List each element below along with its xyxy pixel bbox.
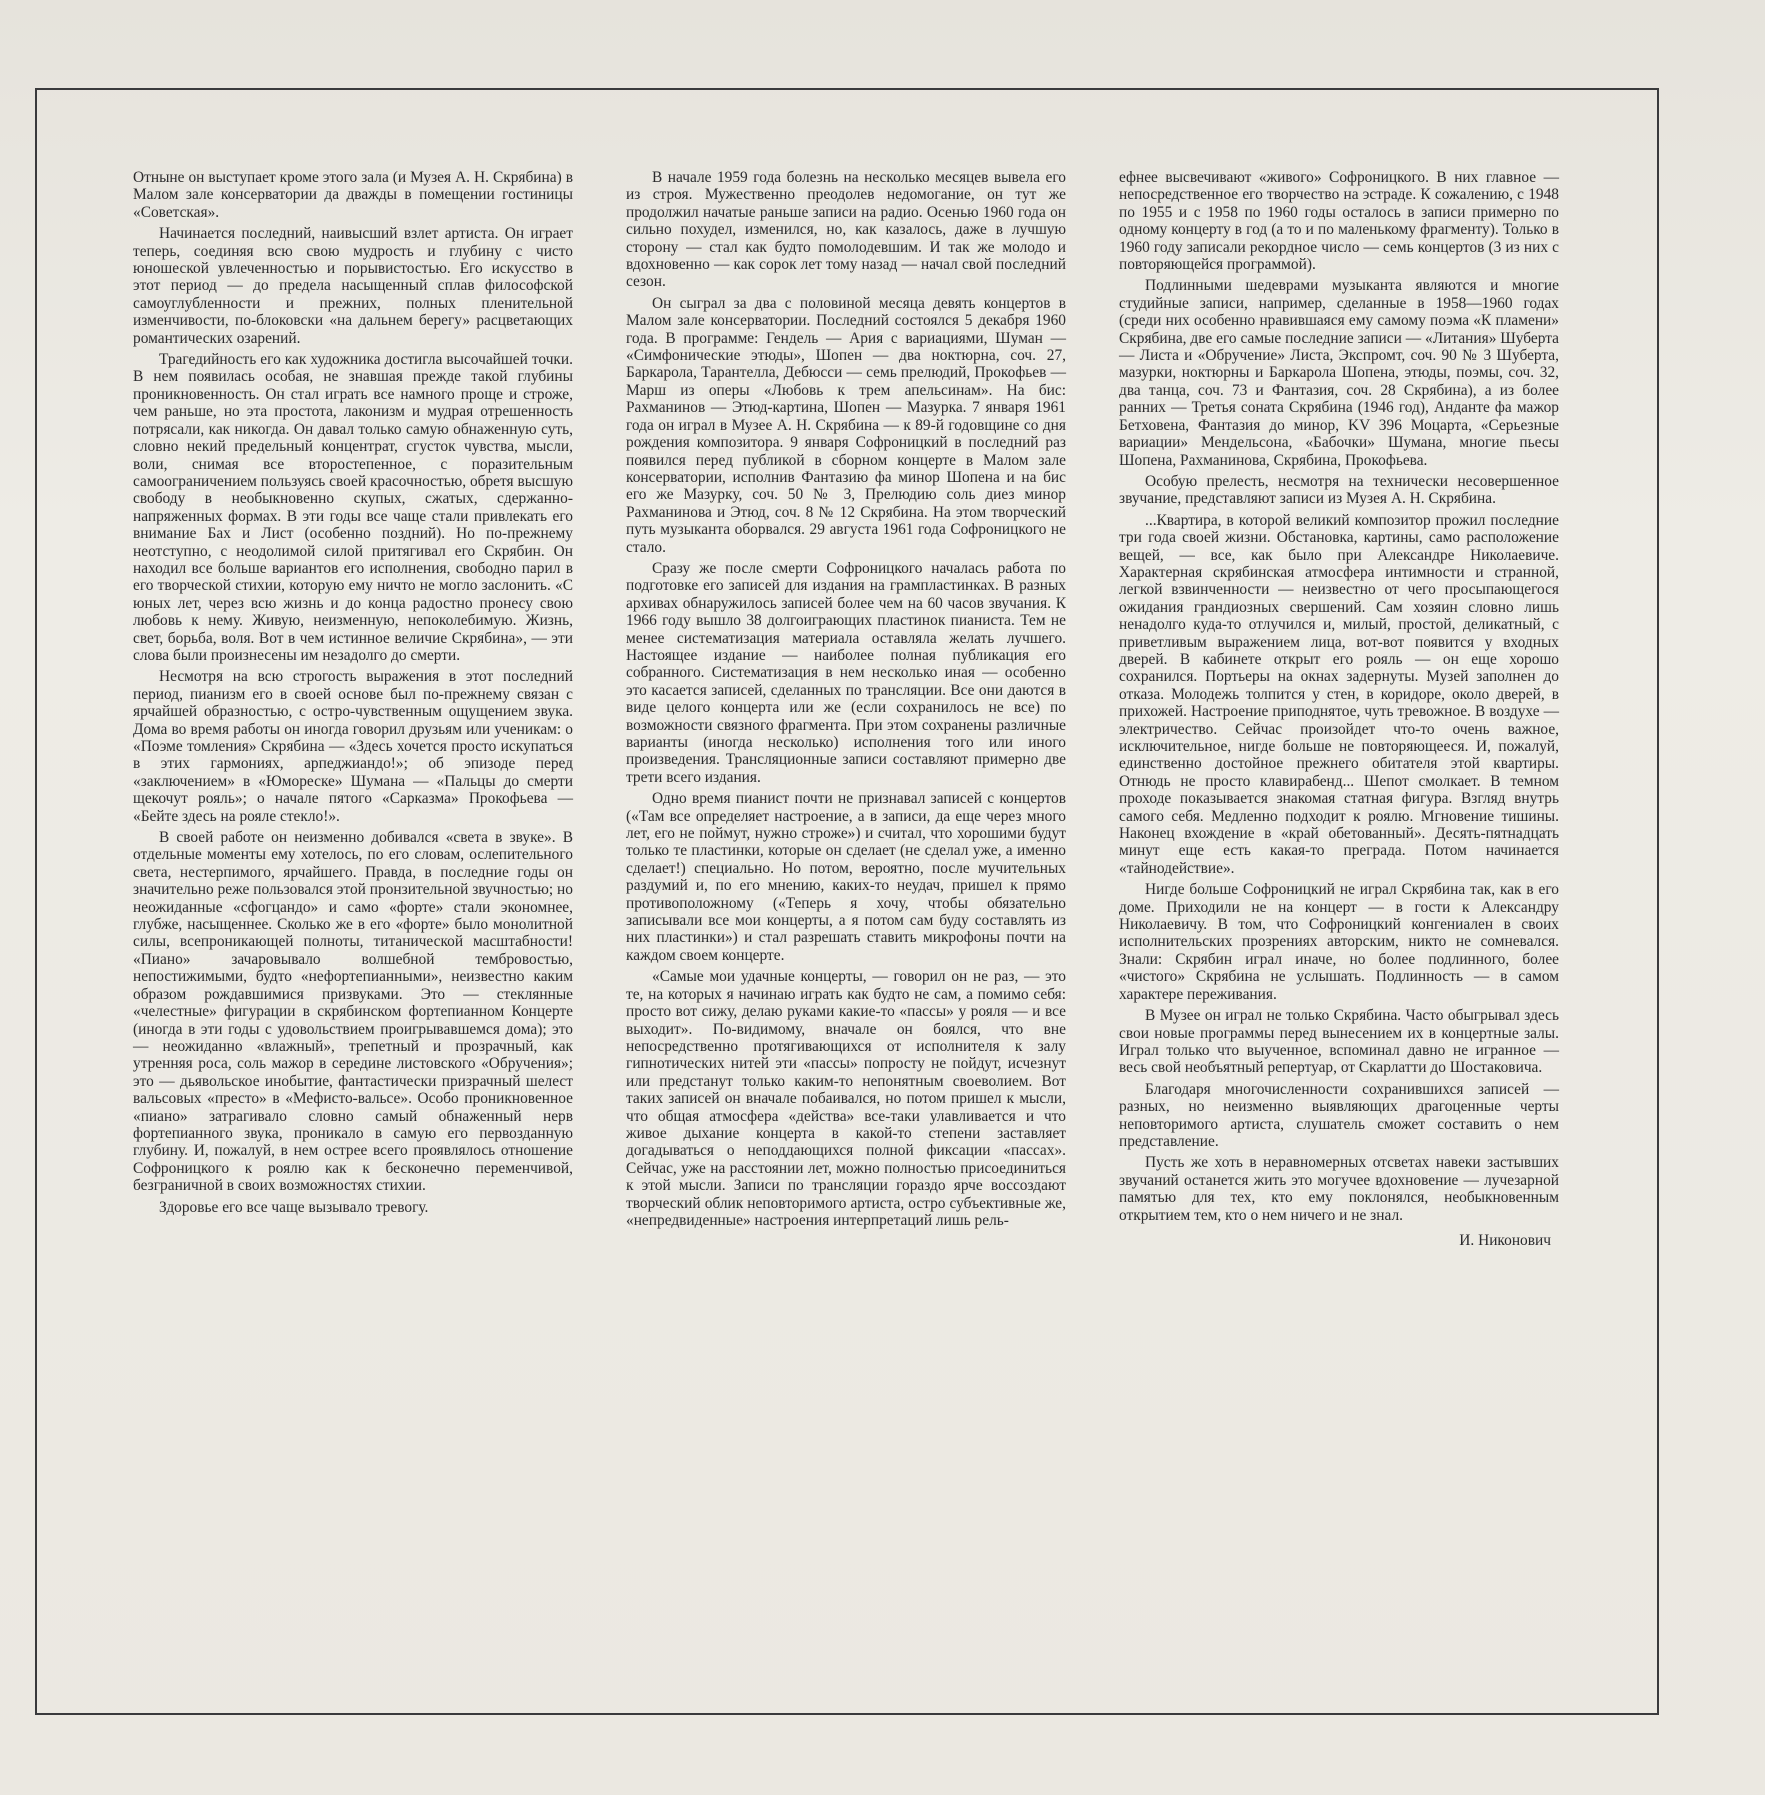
paragraph: Особую прелесть, несмотря на технически несовершенное звучание, представляют записи из Музея А. Н. Скрябина. bbox=[1119, 472, 1559, 508]
column-2 bbox=[626, 169, 1066, 1229]
paragraph: В Музее он играл не только Скрябина. Часто обыгрывал здесь свои новые программы перед вынесением их в концертные залы. Играл только что выученное, вспоминал давно не игранное — весь свой необъятный репертуар, от Скарлатти до Шостаковича. bbox=[1119, 1007, 1559, 1077]
paragraph: Он сыграл за два с половиной месяца девять концертов в Малом зале консерватории. Последний состоялся 5 декабря 1960 года. В программе: Гендель — Ария с вариациями, Шуман — «Симфонические этюды», Шопен — два ноктюрна, соч. 27, Баркарола, Тарантелла, Дебюсси — семь прелюдий, Прокофьев — Марш из оперы «Любовь к трем апельсинам». На бис: Рахманинов — Этюд-картина, Шопен — Мазурка. 7 января 1961 года он играл в Музее А. Н. Скрябина — к 89-й годовщине со дня рождения композитора. 9 января Софроницкий в последний раз появился перед публикой в сборном концерте в Малом зале консерватории, исполнив Фантазию фа минор Шопена и на бис его же Мазурку, соч. 50 № 3, Прелюдию соль диез минор Рахманинова и Этюд, соч. 8 № 12 Скрябина. На этом творческий путь музыканта оборвался. 29 августа 1961 года Софроницкого не стало. bbox=[626, 294, 1066, 556]
paragraph: Нигде больше Софроницкий не играл Скрябина так, как в его доме. Приходили не на концерт — в гости к Александру Николаевичу. В том, что Софроницкий конгениален в своих исполнительских прозрениях авторским, никто не сомневался. Знали: Скрябин играл иначе, но более подлинного, более «чистого» Скрябина не услышать. Подлинность — в самом характере переживания. bbox=[1119, 881, 1559, 1003]
paragraph: В своей работе он неизменно добивался «света в звуке». В отдельные моменты ему хотелось, по его словам, ослепительного света, нестерпимого, ярчайшего. Правда, в последние годы он значительно реже пользовался этой пронзительной звучностью; но неожиданные «сфогцандо» и само «форте» стали экономнее, глубже, насыщеннее. Сколько же в его «форте» было монолитной силы, всепроникающей полноты, титанической масштабности! «Пиано» зачаровывало волшебной тембровостью, непостижимыми, будто «нефортепианными», неизвестно каким образом рождавшимися призвуками. Это — стеклянные «челестные» фигурации в скрябинском фортепианном Концерте (иногда в эти годы с удовольствием проигрывавшемся дома); это — неожиданно «влажный», трепетный и прозрачный, как утренняя роса, соль мажор в середине листовского «Обручения»; это — дьявольское инобытие, фантастически призрачный шелест вальсовых «престо» в «Мефисто-вальсе». Особо проникновенное «пиано» затрагивало словно самый обнаженный нерв фортепианного звука, проникало в самую его первозданную глубину. И, пожалуй, в нем острее всего проявлялось отношение Софроницкого к роялю как к бесконечно переменчивой, безграничной в своих возможностях стихии. bbox=[133, 829, 573, 1195]
paragraph: Благодаря многочисленности сохранившихся записей — разных, но неизменно выявляющих драгоценные черты неповторимого артиста, слушатель сможет составить о нем представление. bbox=[1119, 1080, 1559, 1150]
paragraph: Начинается последний, наивысший взлет артиста. Он играет теперь, соединяя всю свою мудрость и глубину с чисто юношеской увлеченностью и порывистостью. Его искусство в этот период — до предела насыщенный сплав философской самоуглубленности и прежних, полных пленительной изменчивости, по-блоковски «на дальнем берегу» расцветающих романтических озарений. bbox=[133, 225, 573, 347]
column-1 bbox=[133, 169, 573, 1216]
paragraph: Несмотря на всю строгость выражения в этот последний период, пианизм его в своей основе был по-прежнему связан с ярчайшей образностью, с остро-чувственным ощущением звука. Дома во время работы он иногда говорил друзьям или ученикам: о «Поэме томления» Скрябина — «Здесь хочется просто искупаться в этих гармониях, арпеджиандо!»; об эпизоде перед «заключением» в «Юмореске» Шумана — «Пальцы до смерти щекочут рояль»; о начале пятого «Сарказма» Прокофьева — «Бейте здесь на рояле стекло!». bbox=[133, 668, 573, 825]
paragraph: Отныне он выступает кроме этого зала (и Музея А. Н. Скрябина) в Малом зале консерватории да дважды в помещении гостиницы «Советская». bbox=[133, 169, 573, 221]
author-signature: И. Никонович bbox=[1459, 1231, 1551, 1249]
paragraph: Пусть же хоть в неравномерных отсветах навеки застывших звучаний останется жить это могучее вдохновение — лучезарной памятью для тех, кто ему поклонялся, необыкновенным открытием тем, кто о нем ничего и не знал. bbox=[1119, 1154, 1559, 1224]
paragraph: ефнее высвечивают «живого» Софроницкого. В них главное — непосредственное его творчество на эстраде. К сожалению, с 1948 по 1955 и с 1958 по 1960 годы осталось в записи примерно по одному концерту в год (а то и по маленькому фрагменту). Только в 1960 году записали рекордное число — семь концертов (3 из них с повторяющейся программой). bbox=[1119, 169, 1559, 274]
paragraph: Сразу же после смерти Софроницкого началась работа по подготовке его записей для издания на грампластинках. В разных архивах обнаружилось записей более чем на 60 часов звучания. К 1966 году вышло 38 долгоиграющих пластинок пианиста. Тем не менее систематизация материала оставляла желать лучшего. Настоящее издание — наиболее полная публикация его собранного. Систематизация в нем несколько иная — особенно это касается записей, сделанных по трансляции. Все они даются в виде целого концерта или же (если сохранилось не все) по возможности связного фрагмента. При этом сохранены различные варианты (иногда несколько) исполнения того или иного произведения. Трансляционные записи составляют примерно две трети всего издания. bbox=[626, 559, 1066, 786]
paragraph: Трагедийность его как художника достигла высочайшей точки. В нем появилась особая, не знавшая прежде такой глубины проникновенность. Он стал играть все намного проще и строже, чем раньше, но эта простота, лаконизм и мудрая отрешенность потрясали, как никогда. Он давал только самую обнаженную суть, словно некий предельный концентрат, сгусток чувства, мысли, воли, снимая все второстепенное, с поразительным самоограничением пользуясь своей красочностью, обретя высшую свободу в необыкновенно скупых, сжатых, сдержанно-напряженных формах. В эти годы все чаще стали привлекать его внимание Бах и Лист (особенно поздний). Но по-прежнему неотступно, с неодолимой силой притягивал его Скрябин. Он находил все больше вариантов его исполнения, свободно парил в его творческой стихии, которую ему ничто не могло заслонить. «С юных лет, через всю жизнь и до конца радостно пронесу свою любовь к нему. Живую, неизменную, непоколебимую. Жизнь, свет, борьба, воля. Вот в чем истинное величие Скрябина», — эти слова были произнесены им незадолго до смерти. bbox=[133, 351, 573, 664]
paragraph: «Самые мои удачные концерты, — говорил он не раз, — это те, на которых я начинаю играть как будто не сам, а помимо себя: просто вот сижу, делаю руками какие-то «пассы» у рояля — и все выходит». По-видимому, вначале он боялся, что вне непосредственно протягивающихся от исполнителя к залу гипнотических нитей эти «пассы» попросту не пойдут, исчезнут или предстанут только каким-то непонятным своеволием. Вот таких записей он вначале побаивался, но потом пришел к мысли, что общая атмосфера «действа» все-таки улавливается и что живое дыхание концерта в какой-то степени заставляет догадываться о неподдающихся полной фиксации «пассах». Сейчас, уже на расстоянии лет, можно полностью присоединиться к этой мысли. Записи по трансляции гораздо ярче воссоздают творческий облик неповторимого артиста, остро субъективные же, «непредвиденные» настроения интерпретаций лишь рель- bbox=[626, 968, 1066, 1229]
paragraph: Одно время пианист почти не признавал записей с концертов («Там все определяет настроение, а в записи, да еще через много лет, его не поймут, нужно строже») и считал, что хорошими будут только те пластинки, которые он сделает (не сделал уже, а именно сделает!) специально. Но потом, вероятно, после мучительных раздумий и, по его мнению, каких-то неудач, пришел к прямо противоположному («Теперь я хочу, чтобы обязательно записывали все мои концерты, а я потом сам буду составлять из них пластинки») и стал разрешать ставить микрофоны почти на каждом своем концерте. bbox=[626, 790, 1066, 964]
paragraph: В начале 1959 года болезнь на несколько месяцев вывела его из строя. Мужественно преодолев недомогание, он тут же продолжил начатые раньше записи на радио. Осенью 1960 года он сильно похудел, изменился, но, как казалось, даже в лучшую сторону — стал как будто помолодевшим. И так же молодо и вдохновенно — как сорок лет тому назад — начал свой последний сезон. bbox=[626, 169, 1066, 291]
paragraph: Здоровье его все чаще вызывало тревогу. bbox=[159, 1198, 429, 1216]
column-3 bbox=[1119, 169, 1559, 1249]
paragraph: Подлинными шедеврами музыканта являются и многие студийные записи, например, сделанные в 1958—1960 годах (среди них особенно нравившаяся ему самому поэма «К пламени» Скрябина, две его самые последние записи — «Литания» Шуберта — Листа и «Обручение» Листа, Экспромт, соч. 90 № 3 Шуберта, мазурки, ноктюрны и Баркарола Шопена, этюды, поэмы, соч. 32, два танца, соч. 73 и Фантазия, соч. 28 Скрябина), а из более ранних — Третья соната Скрябина (1946 год), Анданте фа мажор Бетховена, Фантазия до минор, KV 396 Моцарта, «Серьезные вариации» Мендельсона, «Бабочки» Шумана, многие пьесы Шопена, Рахманинова, Скрябина, Прокофьева. bbox=[1119, 277, 1559, 469]
paragraph: ...Квартира, в которой великий композитор прожил последние три года своей жизни. Обстановка, картины, само расположение вещей, — все, как было при Александре Николаевиче. Характерная скрябинская атмосфера интимности и странной, легкой взвинченности — неизвестно от чего просыпающегося ожидания грандиозных свершений. Сам хозяин словно лишь ненадолго куда-то отлучился и, милый, простой, деликатный, с приветливым выражением лица, вот-вот появится у входных дверей. В кабинете открыт его рояль — он еще хорошо сохранился. Портьеры на окнах задернуты. Музей заполнен до отказа. Молодежь толпится у стен, в коридоре, около дверей, в прихожей. Настроение приподнятое, чуть тревожное. В воздухе — электричество. Сейчас произойдет что-то очень важное, исключительное, нигде больше не повторяющееся. И, пожалуй, единственно достойное прежнего обитателя этой квартиры. Отнюдь не просто клавирабенд... Шепот смолкает. В темном проходе показывается знакомая статная фигура. Взгляд внутрь самого себя. Медленно подходит к роялю. Мгновение тишины. Наконец вхождение в «край обетованный». Десять-пятнадцать минут еще есть какая-то преграда. Потом начинается «тайнодействие». bbox=[1119, 511, 1559, 877]
text-columns bbox=[133, 169, 1559, 1669]
